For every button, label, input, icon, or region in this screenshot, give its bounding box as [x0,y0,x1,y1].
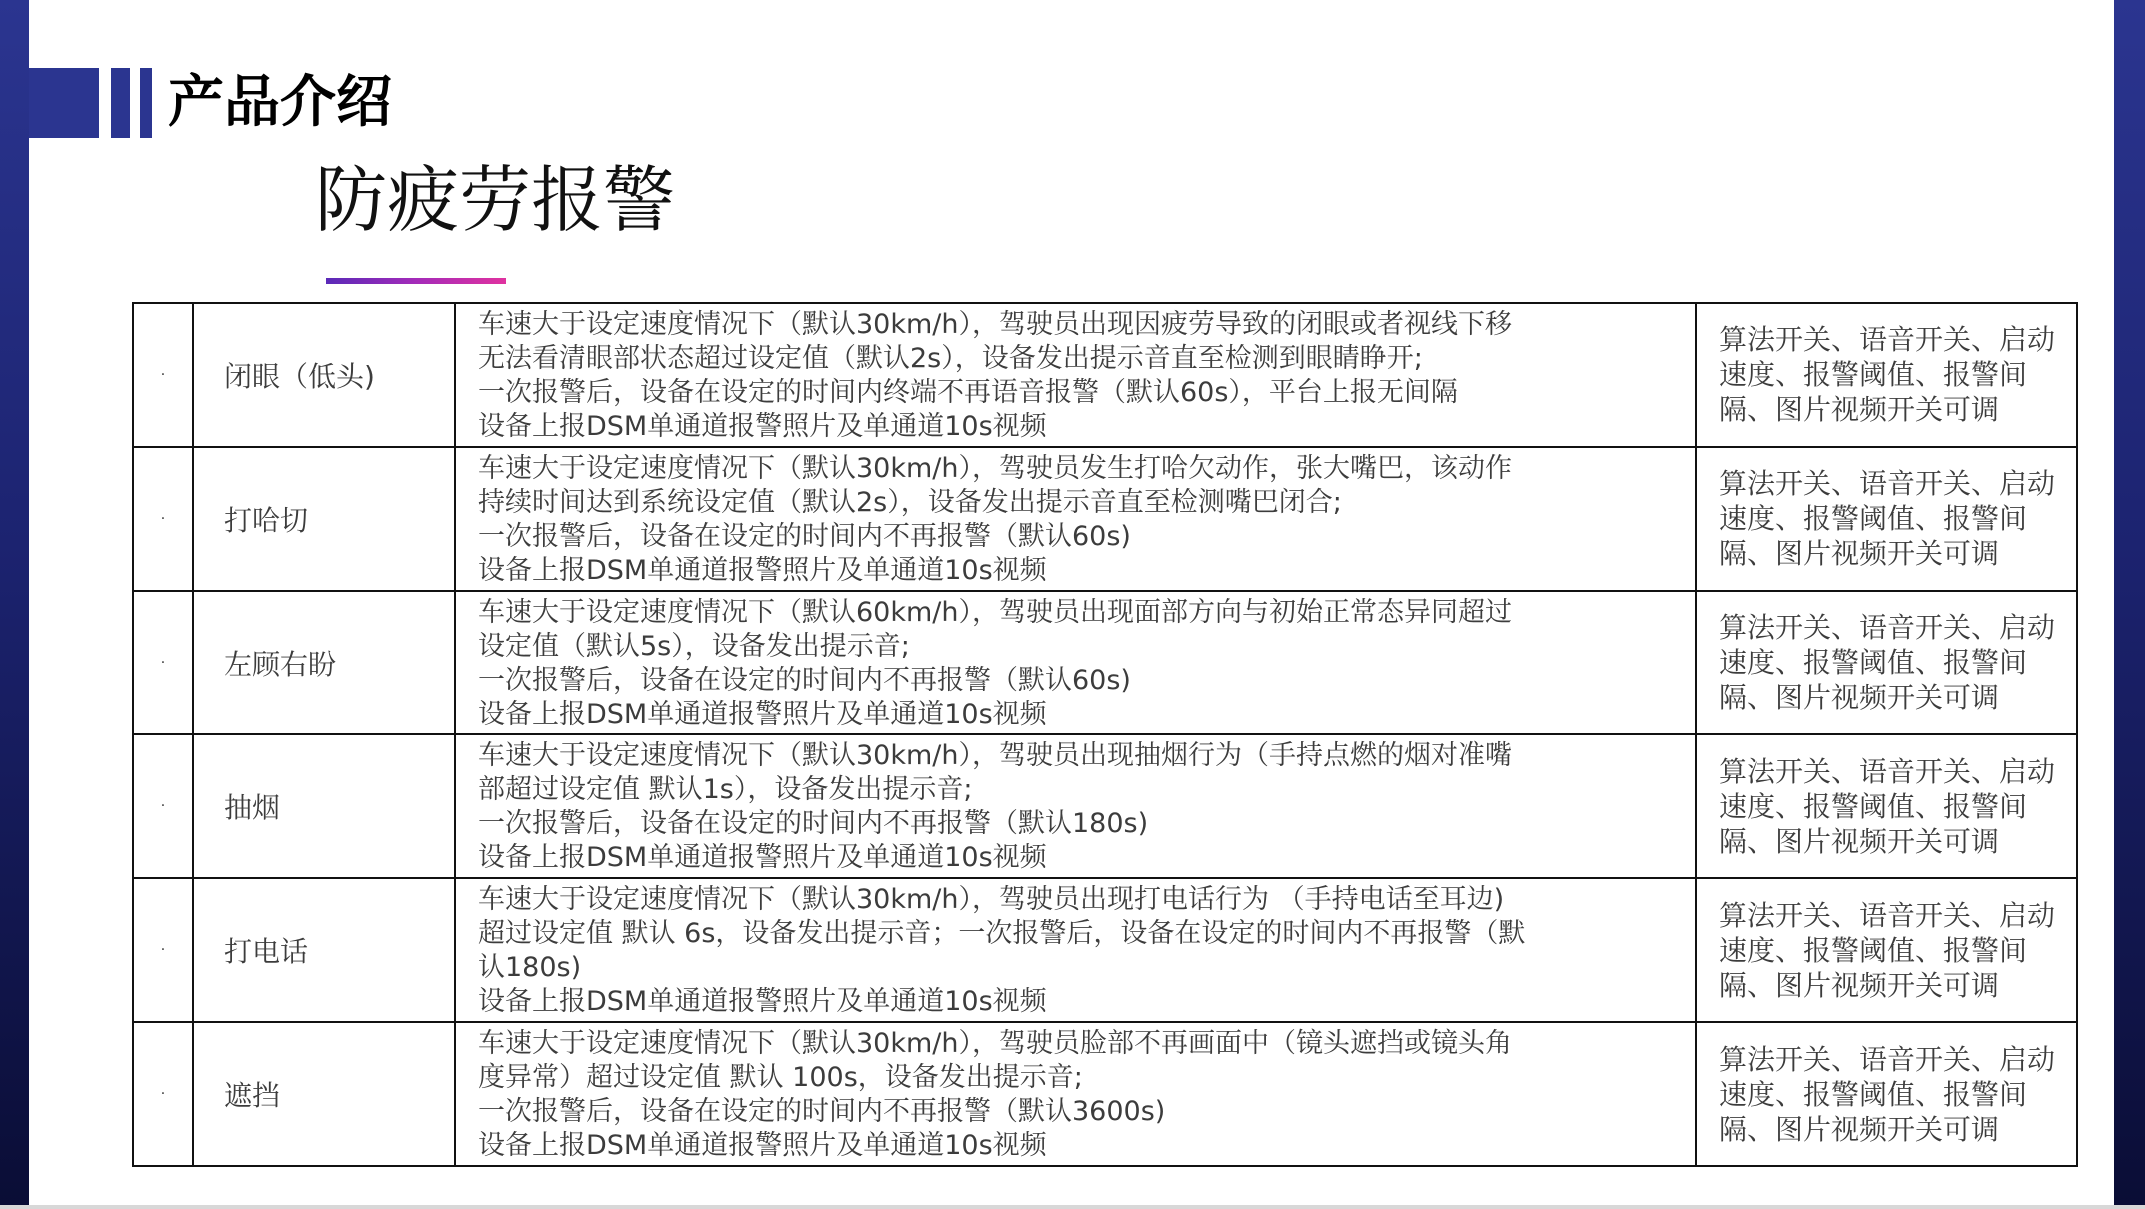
description-line: 度异常）超过设定值 默认 100s，设备发出提示音; [478,1062,1083,1094]
description-line: 设备上报DSM单通道报警照片及单通道10s视频 [478,698,1047,730]
title-underline [326,278,506,284]
section-title: 产品介绍 [168,70,392,135]
alarm-description [455,591,1696,735]
row-bullet: · [133,734,193,878]
header-accent-bar [140,68,152,138]
alarm-name: 打电话 [193,878,455,1022]
description-line: 一次报警后，设备在设定的时间内不再报警（默认3600s) [478,1096,1166,1128]
description-line: 无法看清眼部状态超过设定值（默认2s），设备发出提示音直至检测到眼睛睁开; [478,343,1423,374]
table-row [133,734,2077,878]
alarm-name: 遮挡 [193,1022,455,1166]
alarm-config: 算法开关、语音开关、启动速度、报警阈值、报警间隔、图片视频开关可调 [1696,878,2077,1022]
table-row [133,447,2077,591]
table-row [133,303,2077,447]
left-edge-band [0,0,29,1209]
slide-title: 防疲劳报警 [315,158,676,242]
description-line: 部超过设定值 默认1s），设备发出提示音; [478,774,973,806]
alarm-config: 算法开关、语音开关、启动速度、报警阈值、报警间隔、图片视频开关可调 [1696,734,2077,878]
alarm-description [455,734,1696,878]
alarm-config: 算法开关、语音开关、启动速度、报警阈值、报警间隔、图片视频开关可调 [1696,447,2077,591]
description-line: 设备上报DSM单通道报警照片及单通道10s视频 [478,554,1047,586]
description-line: 设备上报DSM单通道报警照片及单通道10s视频 [478,411,1047,442]
alarm-name: 闭眼（低头) [193,303,455,447]
description-line: 设备上报DSM单通道报警照片及单通道10s视频 [478,842,1047,874]
alarm-config: 算法开关、语音开关、启动速度、报警阈值、报警间隔、图片视频开关可调 [1696,303,2077,447]
alarm-name: 左顾右盼 [193,591,455,735]
alarm-description [455,447,1696,591]
description-line: 设定值（默认5s），设备发出提示音; [478,630,910,662]
description-line: 一次报警后，设备在设定的时间内终端不再语音报警（默认60s），平台上报无间隔 [478,377,1458,408]
alarm-description [455,878,1696,1022]
alarm-description [455,1022,1696,1166]
description-line: 车速大于设定速度情况下（默认60km/h），驾驶员出现面部方向与初始正常态异同超过 [478,596,1513,628]
right-edge-band [2114,0,2145,1209]
description-line: 超过设定值 默认 6s，设备发出提示音；一次报警后，设备在设定的时间内不再报警（默 [478,918,1526,950]
header-accent-block [29,68,99,138]
description-line: 持续时间达到系统设定值（默认2s），设备发出提示音直至检测嘴巴闭合; [478,486,1342,518]
header-accent-bar [111,68,130,138]
alarm-name: 抽烟 [193,734,455,878]
alarm-name: 打哈切 [193,447,455,591]
description-line: 设备上报DSM单通道报警照片及单通道10s视频 [478,1130,1047,1162]
description-line: 设备上报DSM单通道报警照片及单通道10s视频 [478,986,1047,1018]
bottom-edge-line [0,1205,2145,1209]
row-bullet: · [133,1022,193,1166]
description-line: 车速大于设定速度情况下（默认30km/h），驾驶员出现打电话行为 （手持电话至耳边) [478,884,1505,916]
alarm-config: 算法开关、语音开关、启动速度、报警阈值、报警间隔、图片视频开关可调 [1696,1022,2077,1166]
table-row [133,591,2077,735]
description-line: 车速大于设定速度情况下（默认30km/h），驾驶员脸部不再画面中（镜头遮挡或镜头角 [478,1028,1513,1060]
description-line: 一次报警后，设备在设定的时间内不再报警（默认60s) [478,520,1131,552]
feature-table [132,302,2078,1167]
table-row [133,878,2077,1022]
alarm-description [455,303,1696,447]
row-bullet: · [133,878,193,1022]
description-line: 一次报警后，设备在设定的时间内不再报警（默认180s) [478,808,1149,840]
table-row [133,1022,2077,1166]
row-bullet: · [133,303,193,447]
row-bullet: · [133,447,193,591]
description-line: 车速大于设定速度情况下（默认30km/h），驾驶员发生打哈欠动作，张大嘴巴，该动作 [478,452,1513,484]
description-line: 车速大于设定速度情况下（默认30km/h），驾驶员出现因疲劳导致的闭眼或者视线下移 [478,309,1513,340]
description-line: 车速大于设定速度情况下（默认30km/h），驾驶员出现抽烟行为（手持点燃的烟对准嘴 [478,740,1513,772]
alarm-config: 算法开关、语音开关、启动速度、报警阈值、报警间隔、图片视频开关可调 [1696,591,2077,735]
description-line: 一次报警后，设备在设定的时间内不再报警（默认60s) [478,664,1131,696]
description-line: 认180s) [478,952,582,984]
row-bullet: · [133,591,193,735]
